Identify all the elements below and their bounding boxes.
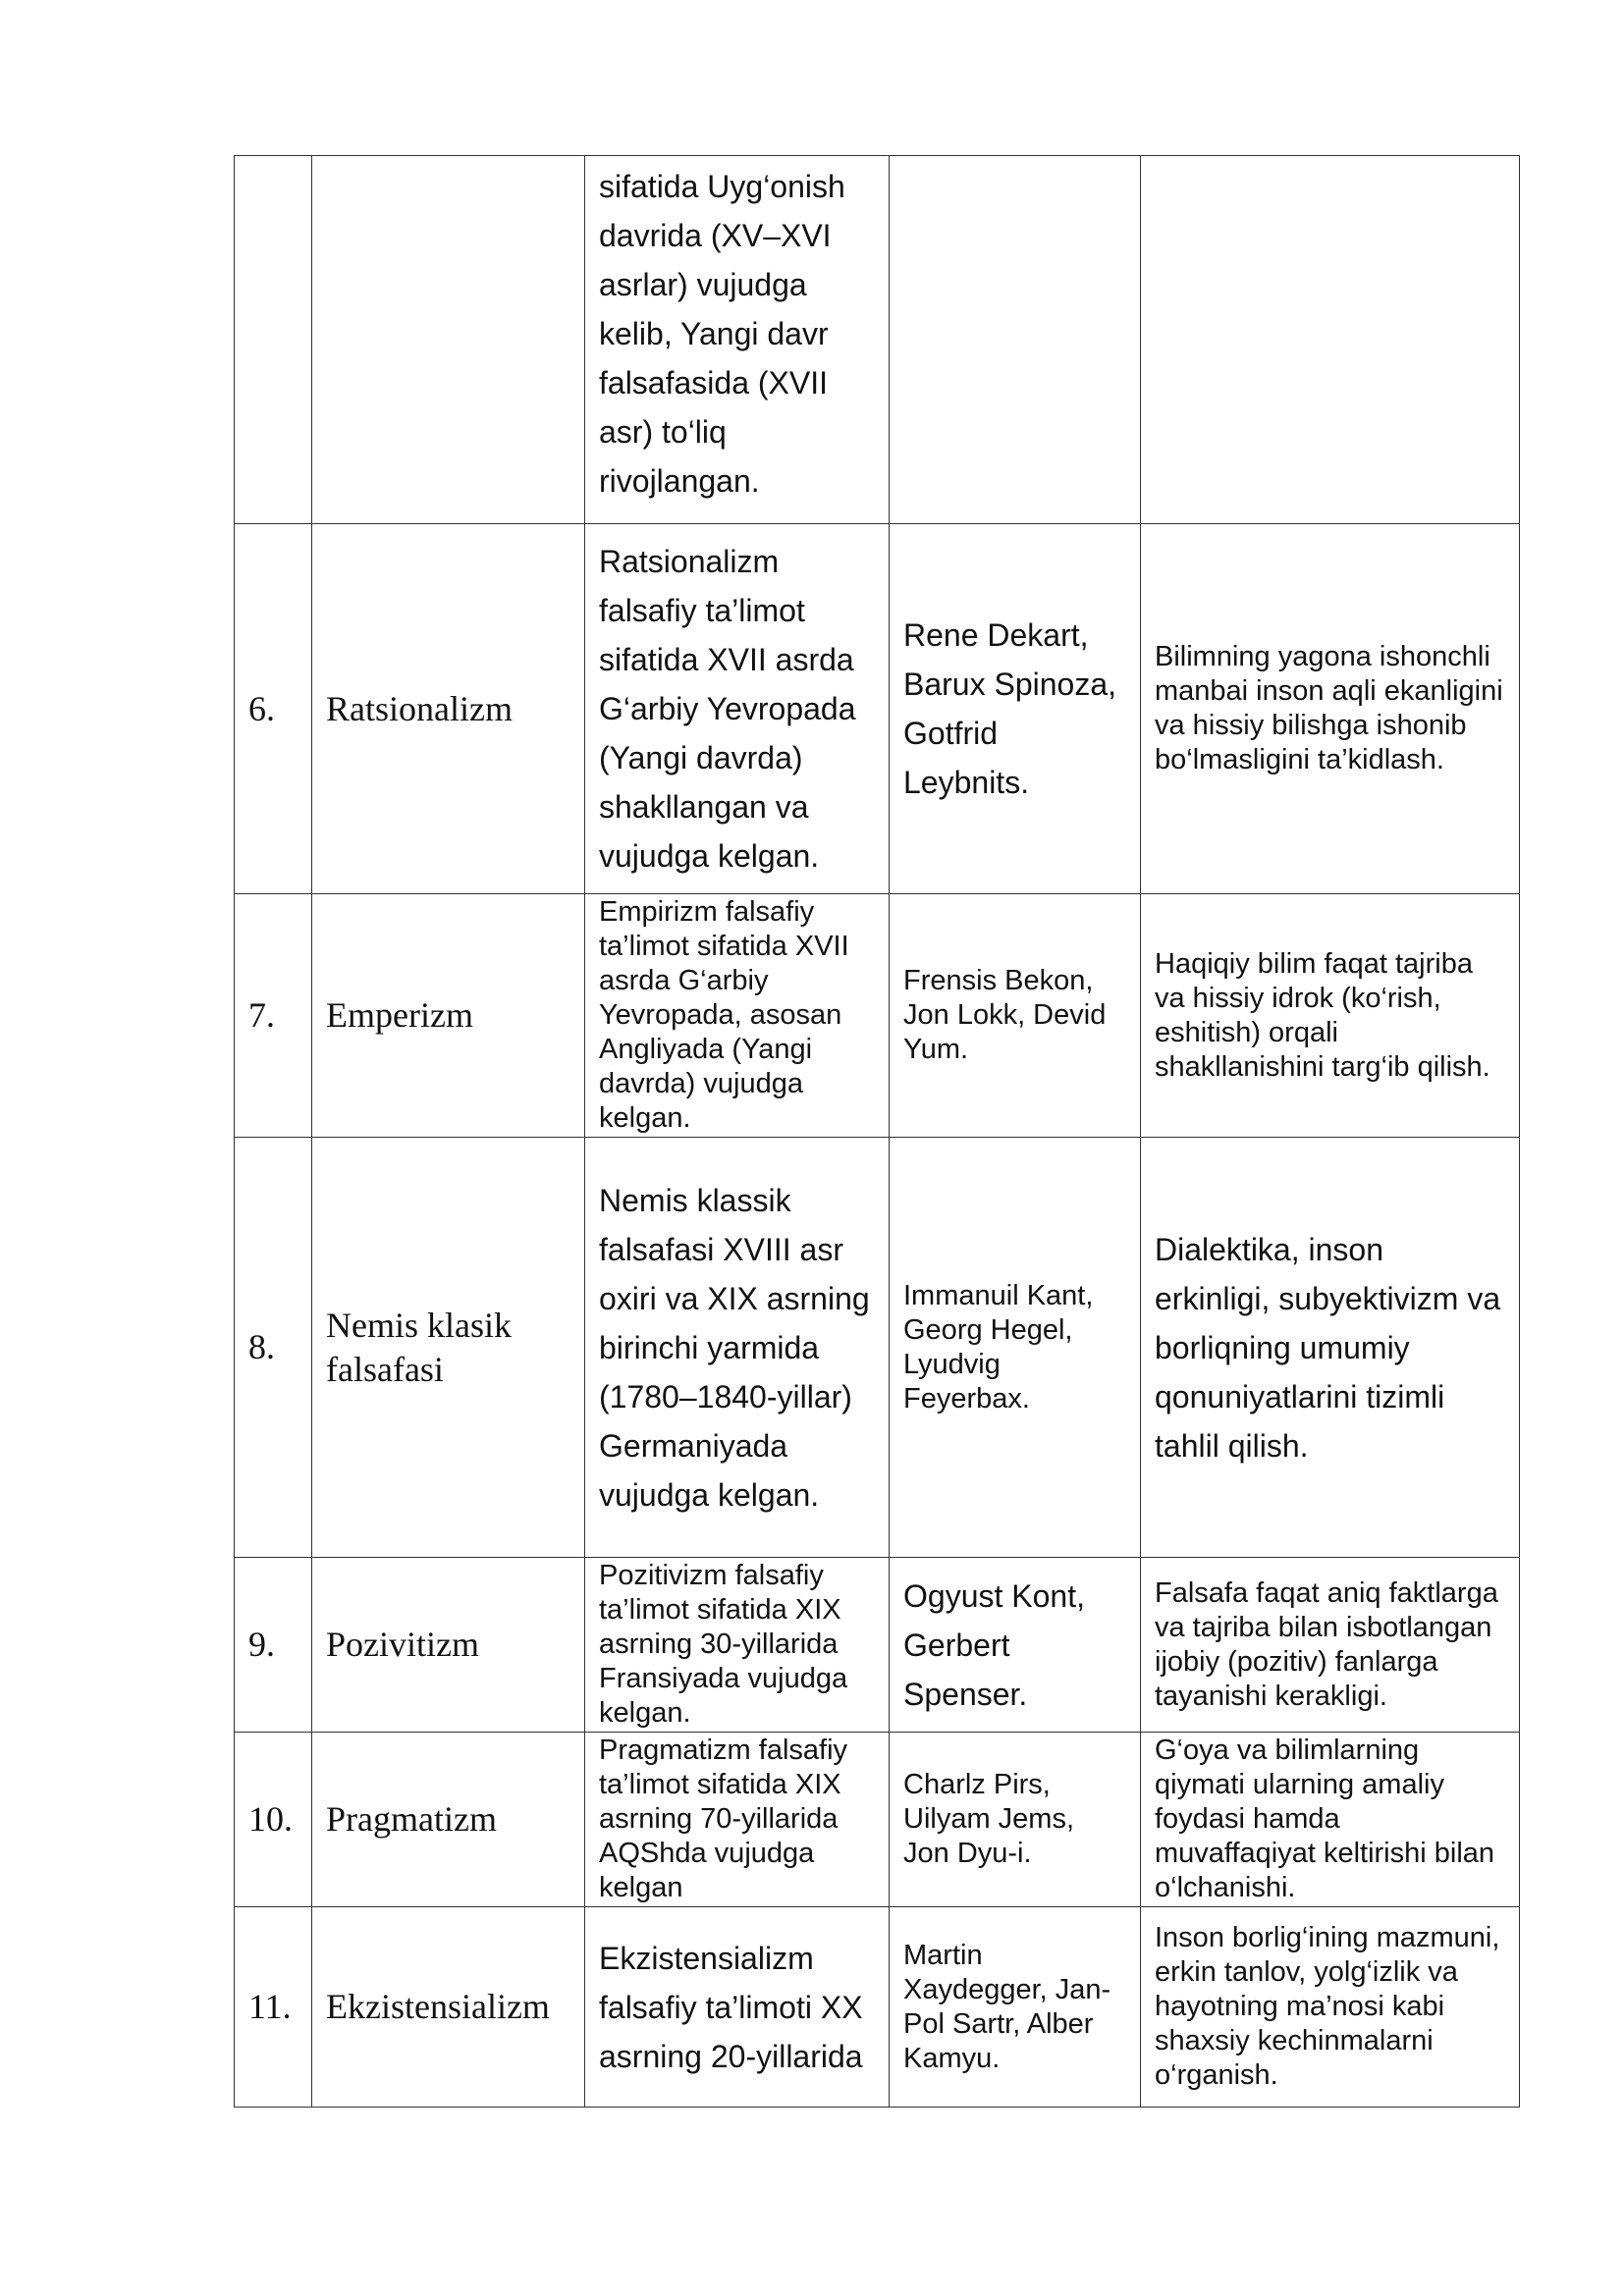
representatives-cell: Frensis Bekon, Jon Lokk, Devid Yum. bbox=[890, 894, 1141, 1138]
table-row bbox=[235, 1138, 1520, 1558]
origin-cell: sifatida Uyg‘onish davrida (XV–XVI asrlar) vujudga kelib, Yangi davr falsafasida (XVII asr) to‘liq rivojlangan. bbox=[585, 156, 890, 524]
main-idea-cell: Haqiqiy bilim faqat tajriba va hissiy idrok (ko‘rish, eshitish) orqali shakllanishini targ‘ib qilish. bbox=[1141, 894, 1520, 1138]
row-number-cell: 10. bbox=[235, 1733, 312, 1907]
main-idea-cell bbox=[1141, 156, 1520, 524]
doctrine-name-cell: Ratsionalizm bbox=[312, 524, 585, 894]
main-idea-cell: Bilimning yagona ishonchli manbai inson aqli ekanligini va hissiy bilishga ishonib bo‘lmasligini ta’kidlash. bbox=[1141, 524, 1520, 894]
table-row bbox=[235, 894, 1520, 1138]
doctrine-name-cell: Ekzistensializm bbox=[312, 1907, 585, 2108]
representatives-cell: Ogyust Kont, Gerbert Spenser. bbox=[890, 1558, 1141, 1733]
origin-cell: Ratsionalizm falsafiy ta’limot sifatida XVII asrda G‘arbiy Yevropada (Yangi davrda) shakllangan va vujudga kelgan. bbox=[585, 524, 890, 894]
main-idea-cell: Dialektika, inson erkinligi, subyektivizm va borliqning umumiy qonuniyatlarini tizimli tahlil qilish. bbox=[1141, 1138, 1520, 1558]
origin-cell: Pragmatizm falsafiy ta’limot sifatida XIX asrning 70-yillarida AQShda vujudga kelgan bbox=[585, 1733, 890, 1907]
representatives-cell: Immanuil Kant, Georg Hegel, Lyudvig Feyerbax. bbox=[890, 1138, 1141, 1558]
doctrine-name-cell bbox=[312, 156, 585, 524]
doctrine-name-cell: Pozivitizm bbox=[312, 1558, 585, 1733]
table-row bbox=[235, 524, 1520, 894]
table-row bbox=[235, 156, 1520, 524]
origin-cell: Ekzistensializm falsafiy ta’limoti XX asrning 20-yillarida bbox=[585, 1907, 890, 2108]
philosophy-table bbox=[234, 155, 1520, 2108]
representatives-cell: Rene Dekart, Barux Spinoza, Gotfrid Leybnits. bbox=[890, 524, 1141, 894]
row-number-cell bbox=[235, 156, 312, 524]
main-idea-cell: Inson borlig‘ining mazmuni, erkin tanlov, yolg‘izlik va hayotning ma’nosi kabi shaxsiy kechinmalarni o‘rganish. bbox=[1141, 1907, 1520, 2108]
doctrine-name-cell: Pragmatizm bbox=[312, 1733, 585, 1907]
representatives-cell: Charlz Pirs, Uilyam Jems, Jon Dyu-i. bbox=[890, 1733, 1141, 1907]
representatives-cell: Martin Xaydegger, Jan-Pol Sartr, Alber Kamyu. bbox=[890, 1907, 1141, 2108]
table-row bbox=[235, 1558, 1520, 1733]
origin-cell: Empirizm falsafiy ta’limot sifatida XVII asrda G‘arbiy Yevropada, asosan Angliyada (Yangi davrda) vujudga kelgan. bbox=[585, 894, 890, 1138]
main-idea-cell: G‘oya va bilimlarning qiymati ularning amaliy foydasi hamda muvaffaqiyat keltirishi bilan o‘lchanishi. bbox=[1141, 1733, 1520, 1907]
table-row bbox=[235, 1733, 1520, 1907]
row-number-cell: 9. bbox=[235, 1558, 312, 1733]
doctrine-name-cell: Emperizm bbox=[312, 894, 585, 1138]
origin-cell: Nemis klassik falsafasi XVIII asr oxiri va XIX asrning birinchi yarmida (1780–1840-yillar) Germaniyada vujudga kelgan. bbox=[585, 1138, 890, 1558]
main-idea-cell: Falsafa faqat aniq faktlarga va tajriba bilan isbotlangan ijobiy (pozitiv) fanlarga tayanishi kerakligi. bbox=[1141, 1558, 1520, 1733]
origin-cell: Pozitivizm falsafiy ta’limot sifatida XIX asrning 30-yillarida Fransiyada vujudga kelgan. bbox=[585, 1558, 890, 1733]
table-row bbox=[235, 1907, 1520, 2108]
row-number-cell: 8. bbox=[235, 1138, 312, 1558]
row-number-cell: 7. bbox=[235, 894, 312, 1138]
row-number-cell: 6. bbox=[235, 524, 312, 894]
representatives-cell bbox=[890, 156, 1141, 524]
doctrine-name-cell: Nemis klasik falsafasi bbox=[312, 1138, 585, 1558]
row-number-cell: 11. bbox=[235, 1907, 312, 2108]
